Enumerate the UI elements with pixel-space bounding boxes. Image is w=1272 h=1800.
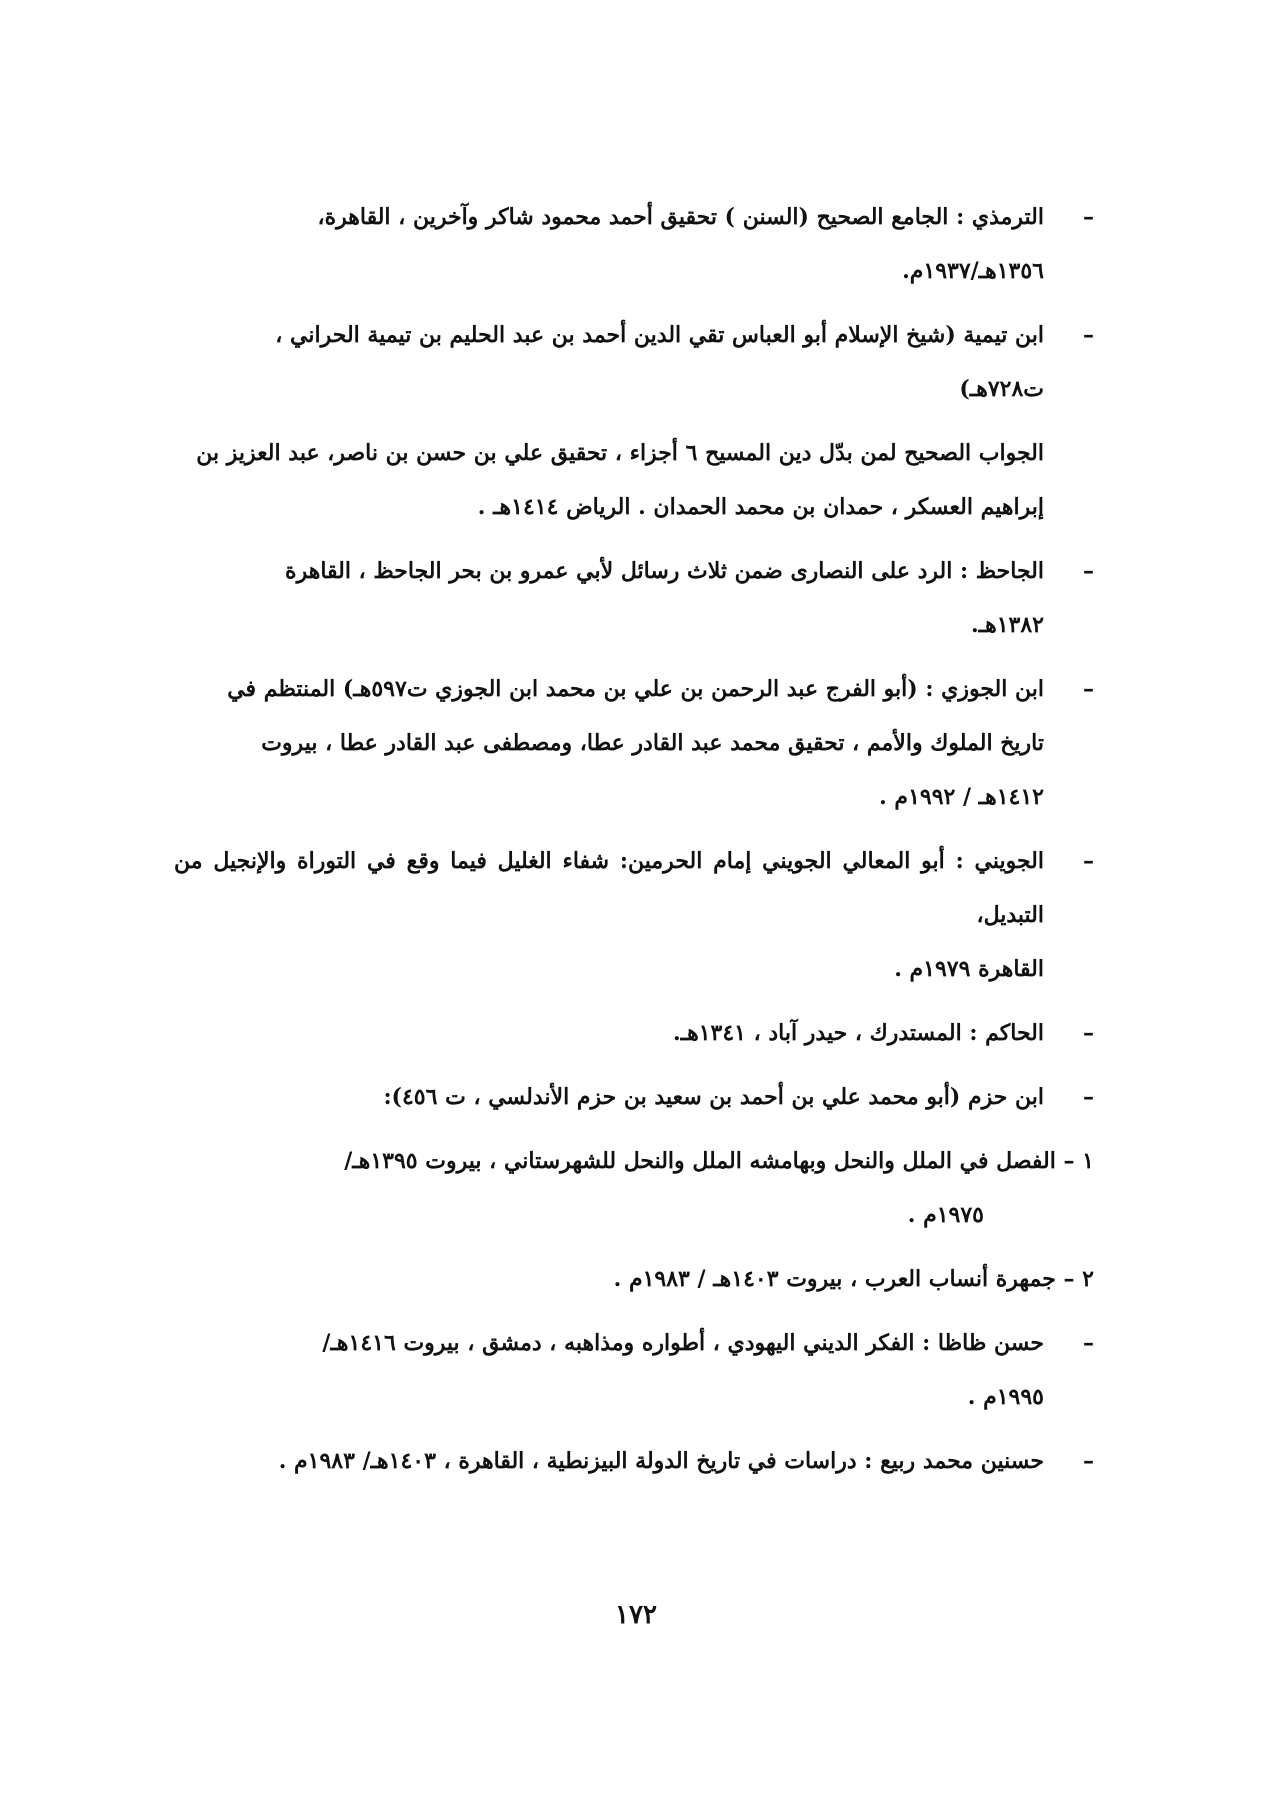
reference-line: ابن الجوزي : (أبو الفرج عبد الرحمن بن علي بن محمد ابن الجوزي ت٥٩٧هـ) المنتظم في xyxy=(227,676,1044,702)
reference-line: ابن تيمية (شيخ الإسلام أبو العباس تقي الدين أحمد بن عبد الحليم بن تيمية الحراني ، xyxy=(275,322,1044,348)
reference-entry xyxy=(174,1316,1094,1424)
reference-entry xyxy=(174,308,1094,416)
reference-entry xyxy=(174,1070,1094,1124)
reference-line: إبراهيم العسكر ، حمدان بن محمد الحمدان . الرياض ١٤١٤هـ . xyxy=(477,494,1044,520)
reference-line: ١٩٩٥م . xyxy=(967,1384,1044,1410)
reference-line: ٢ – جمهرة أنساب العرب ، بيروت ١٤٠٣هـ / ١٩٨٣م . xyxy=(613,1266,1094,1292)
bullet-dash: – xyxy=(1083,558,1094,584)
reference-entry xyxy=(174,544,1094,652)
reference-line: تاريخ الملوك والأمم ، تحقيق محمد عبد القادر عطا، ومصطفى عبد القادر عطا ، بيروت xyxy=(261,730,1044,756)
reference-line: ١ – الفصل في الملل والنحل وبهامشه الملل والنحل للشهرستاني ، بيروت ١٣٩٥هـ/ xyxy=(344,1148,1094,1174)
reference-entry xyxy=(174,1252,1094,1306)
bullet-dash: – xyxy=(1083,322,1094,348)
reference-entry xyxy=(174,1434,1094,1488)
reference-line: ت٧٢٨هـ) xyxy=(959,376,1044,402)
reference-line: ١٣٥٦هـ/١٩٣٧م. xyxy=(902,258,1044,284)
reference-entry xyxy=(174,834,1094,996)
page-number: ١٧٢ xyxy=(615,1600,657,1630)
bullet-dash: – xyxy=(1083,1020,1094,1046)
bullet-dash: – xyxy=(1083,1084,1094,1110)
bullet-dash: – xyxy=(1083,676,1094,702)
bullet-dash: – xyxy=(1083,1448,1094,1474)
reference-line: حسنين محمد ربيع : دراسات في تاريخ الدولة البيزنطية ، القاهرة ، ١٤٠٣هـ/ ١٩٨٣م . xyxy=(278,1448,1044,1474)
reference-line: الجويني : أبو المعالي الجويني إمام الحرمين: شفاء الغليل فيما وقع في التوراة والإنجيل من التبديل، xyxy=(174,848,1044,928)
reference-line: ١٩٧٥م . xyxy=(907,1202,984,1228)
reference-entry xyxy=(174,190,1094,298)
reference-entry xyxy=(174,1006,1094,1060)
reference-entry xyxy=(174,1134,1094,1242)
reference-line: حسن ظاظا : الفكر الديني اليهودي ، أطواره ومذاهبه ، دمشق ، بيروت ١٤١٦هـ/ xyxy=(322,1330,1044,1356)
bullet-dash: – xyxy=(1083,848,1094,874)
reference-line: القاهرة ١٩٧٩م . xyxy=(894,956,1044,982)
reference-line: الجاحظ : الرد على النصارى ضمن ثلاث رسائل لأبي عمرو بن بحر الجاحظ ، القاهرة xyxy=(285,558,1044,584)
reference-entry xyxy=(174,662,1094,824)
reference-entry xyxy=(174,426,1094,534)
reference-line: الترمذي : الجامع الصحيح (السنن ) تحقيق أحمد محمود شاكر وآخرين ، القاهرة، xyxy=(317,204,1044,230)
bibliography-page xyxy=(174,190,1094,1498)
reference-line: ١٤١٢هـ / ١٩٩٢م . xyxy=(879,784,1044,810)
reference-line: الجواب الصحيح لمن بدّل دين المسيح ٦ أجزاء ، تحقيق علي بن حسن بن ناصر، عبد العزيز بن xyxy=(196,440,1044,466)
bullet-dash: – xyxy=(1083,204,1094,230)
reference-line: ١٣٨٢هـ. xyxy=(971,612,1044,638)
bullet-dash: – xyxy=(1083,1330,1094,1356)
reference-line: الحاكم : المستدرك ، حيدر آباد ، ١٣٤١هـ. xyxy=(672,1020,1044,1046)
reference-line: ابن حزم (أبو محمد علي بن أحمد بن سعيد بن حزم الأندلسي ، ت ٤٥٦): xyxy=(383,1084,1044,1110)
